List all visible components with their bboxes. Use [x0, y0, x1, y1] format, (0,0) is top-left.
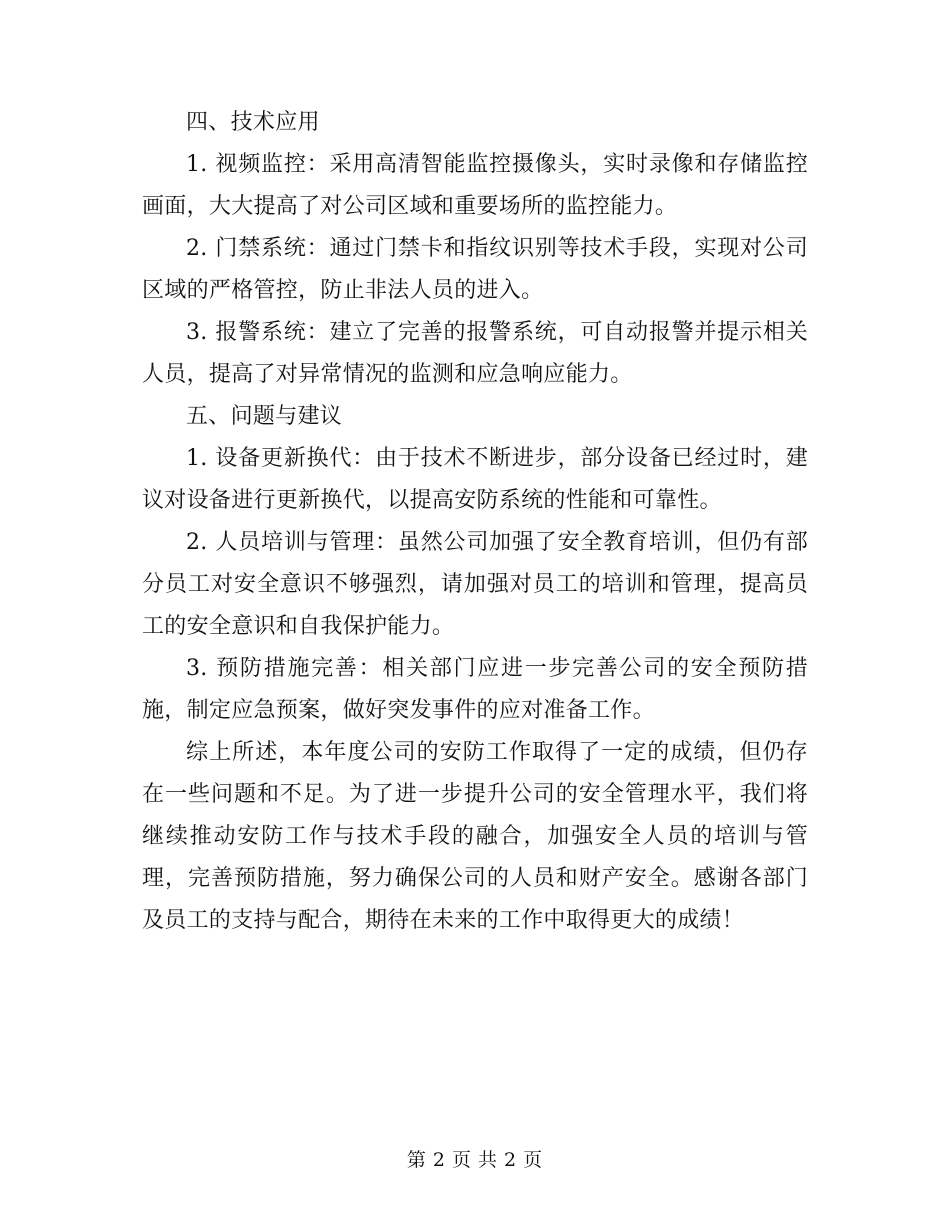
page-number-footer	[0, 1147, 950, 1173]
tech-item-access-control: 2. 门禁系统：通过门禁卡和指纹识别等技术手段，实现对公司区域的严格管控，防止非法人员的进入。	[142, 236, 808, 303]
tech-item-alarm-system: 3. 报警系统：建立了完善的报警系统，可自动报警并提示相关人员，提高了对异常情况的监测和应急响应能力。	[142, 320, 808, 387]
conclusion-paragraph: 综上所述，本年度公司的安防工作取得了一定的成绩，但仍存在一些问题和不足。为了进一步提升公司的安全管理水平，我们将继续推动安防工作与技术手段的融合，加强安全人员的培训与管理，完善预防措施，努力确保公司的人员和财产安全。感谢各部门及员工的支持与配合，期待在未来的工作中取得更大的成绩！	[142, 740, 808, 933]
issue-item-prevention-measures: 3. 预防措施完善：相关部门应进一步完善公司的安全预防措施，制定应急预案，做好突发事件的应对准备工作。	[142, 656, 808, 723]
footer-label-page-unit: 页	[451, 1149, 472, 1171]
issue-item-equipment-upgrade: 1. 设备更新换代：由于技术不断进步，部分设备已经过时，建议对设备进行更新换代，以提高安防系统的性能和可靠性。	[142, 446, 808, 513]
footer-current-page: 2	[432, 1149, 446, 1171]
footer-label-page: 第	[406, 1149, 427, 1171]
section-heading-issues: 五、问题与建议	[186, 404, 343, 429]
document-body	[142, 102, 808, 942]
footer-total-pages: 2	[504, 1149, 518, 1171]
issue-item-staff-training: 2. 人员培训与管理：虽然公司加强了安全教育培训，但仍有部分员工对安全意识不够强烈，请加强对员工的培训和管理，提高员工的安全意识和自我保护能力。	[142, 530, 808, 639]
footer-label-total-unit: 页	[523, 1149, 544, 1171]
section-heading-tech: 四、技术应用	[186, 110, 320, 135]
tech-item-video-surveillance: 1. 视频监控：采用高清智能监控摄像头，实时录像和存储监控画面，大大提高了对公司区域和重要场所的监控能力。	[142, 152, 808, 219]
footer-label-total: 共	[478, 1149, 499, 1171]
